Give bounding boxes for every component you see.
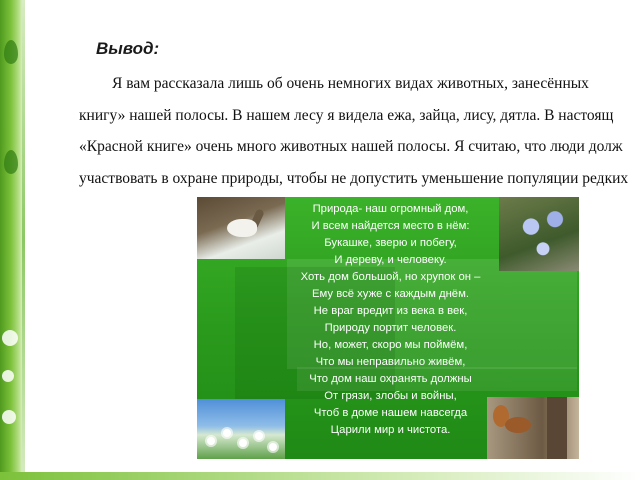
- poem-line: Что мы неправильно живём,: [315, 356, 466, 368]
- conclusion-paragraph: [79, 68, 640, 194]
- flower-icon: [2, 330, 18, 346]
- side-divider: [22, 0, 25, 480]
- daisy-icon: [269, 443, 277, 451]
- poem-text: [293, 201, 488, 439]
- leaf-icon: [4, 150, 18, 174]
- ferret-body: [227, 219, 257, 237]
- daisy-icon: [239, 439, 247, 447]
- poem-line: И дереву, и человеку.: [334, 254, 447, 266]
- flower-icon: [2, 370, 14, 382]
- poem-line: Природа- наш огромный дом,: [312, 203, 469, 215]
- paragraph-line: участвовать в охране природы, чтобы не допустить уменьшение популяции редких: [79, 169, 629, 187]
- daisy-icon: [223, 429, 231, 437]
- poem-line: Природу портит человек.: [324, 322, 457, 334]
- daisies-photo: [197, 399, 285, 459]
- poem-line: Чтоб в доме нашем навсегда: [313, 407, 468, 419]
- slide-heading: Вывод:: [96, 39, 160, 58]
- ferret-photo: [197, 197, 285, 259]
- squirrel-body: [505, 417, 531, 433]
- poem-line: Не враг вредит из века в век,: [313, 305, 468, 317]
- decorative-bottom-strip: [0, 472, 640, 480]
- paragraph-line: «Красной книге» очень много животных нашей полосы. Я считаю, что люди долж: [79, 138, 623, 155]
- poem-line: Хоть дом большой, но хрупок он –: [300, 271, 481, 283]
- daisy-icon: [255, 432, 263, 440]
- poem-line: Царили мир и чистота.: [330, 424, 451, 436]
- poem-line: Ему всё хуже с каждым днём.: [311, 288, 469, 300]
- squirrel-photo: [487, 397, 579, 459]
- bluebells-photo: [499, 197, 579, 271]
- poem-line: Букашке, зверю и побегу,: [324, 237, 457, 249]
- daisy-icon: [207, 437, 215, 445]
- decorative-side-strip: [0, 0, 24, 480]
- poem-line: Что дом наш охранять должны: [309, 373, 472, 385]
- paragraph-line: книгу» нашей полосы. В нашем лесу я видела ежа, зайца, лису, дятла. В настоящ: [79, 106, 614, 124]
- tree-trunk: [547, 397, 567, 459]
- poem-line: И всем найдется место в нём:: [311, 220, 470, 232]
- poem-line: От грязи, злобы и войны,: [324, 390, 457, 402]
- flower-icon: [2, 410, 16, 424]
- leaf-icon: [4, 40, 18, 64]
- poem-panel: [197, 197, 579, 459]
- poem-line: Но, может, скоро мы поймём,: [313, 339, 468, 351]
- paragraph-line: Я вам рассказала лишь об очень немногих видах животных, занесённых: [112, 75, 589, 92]
